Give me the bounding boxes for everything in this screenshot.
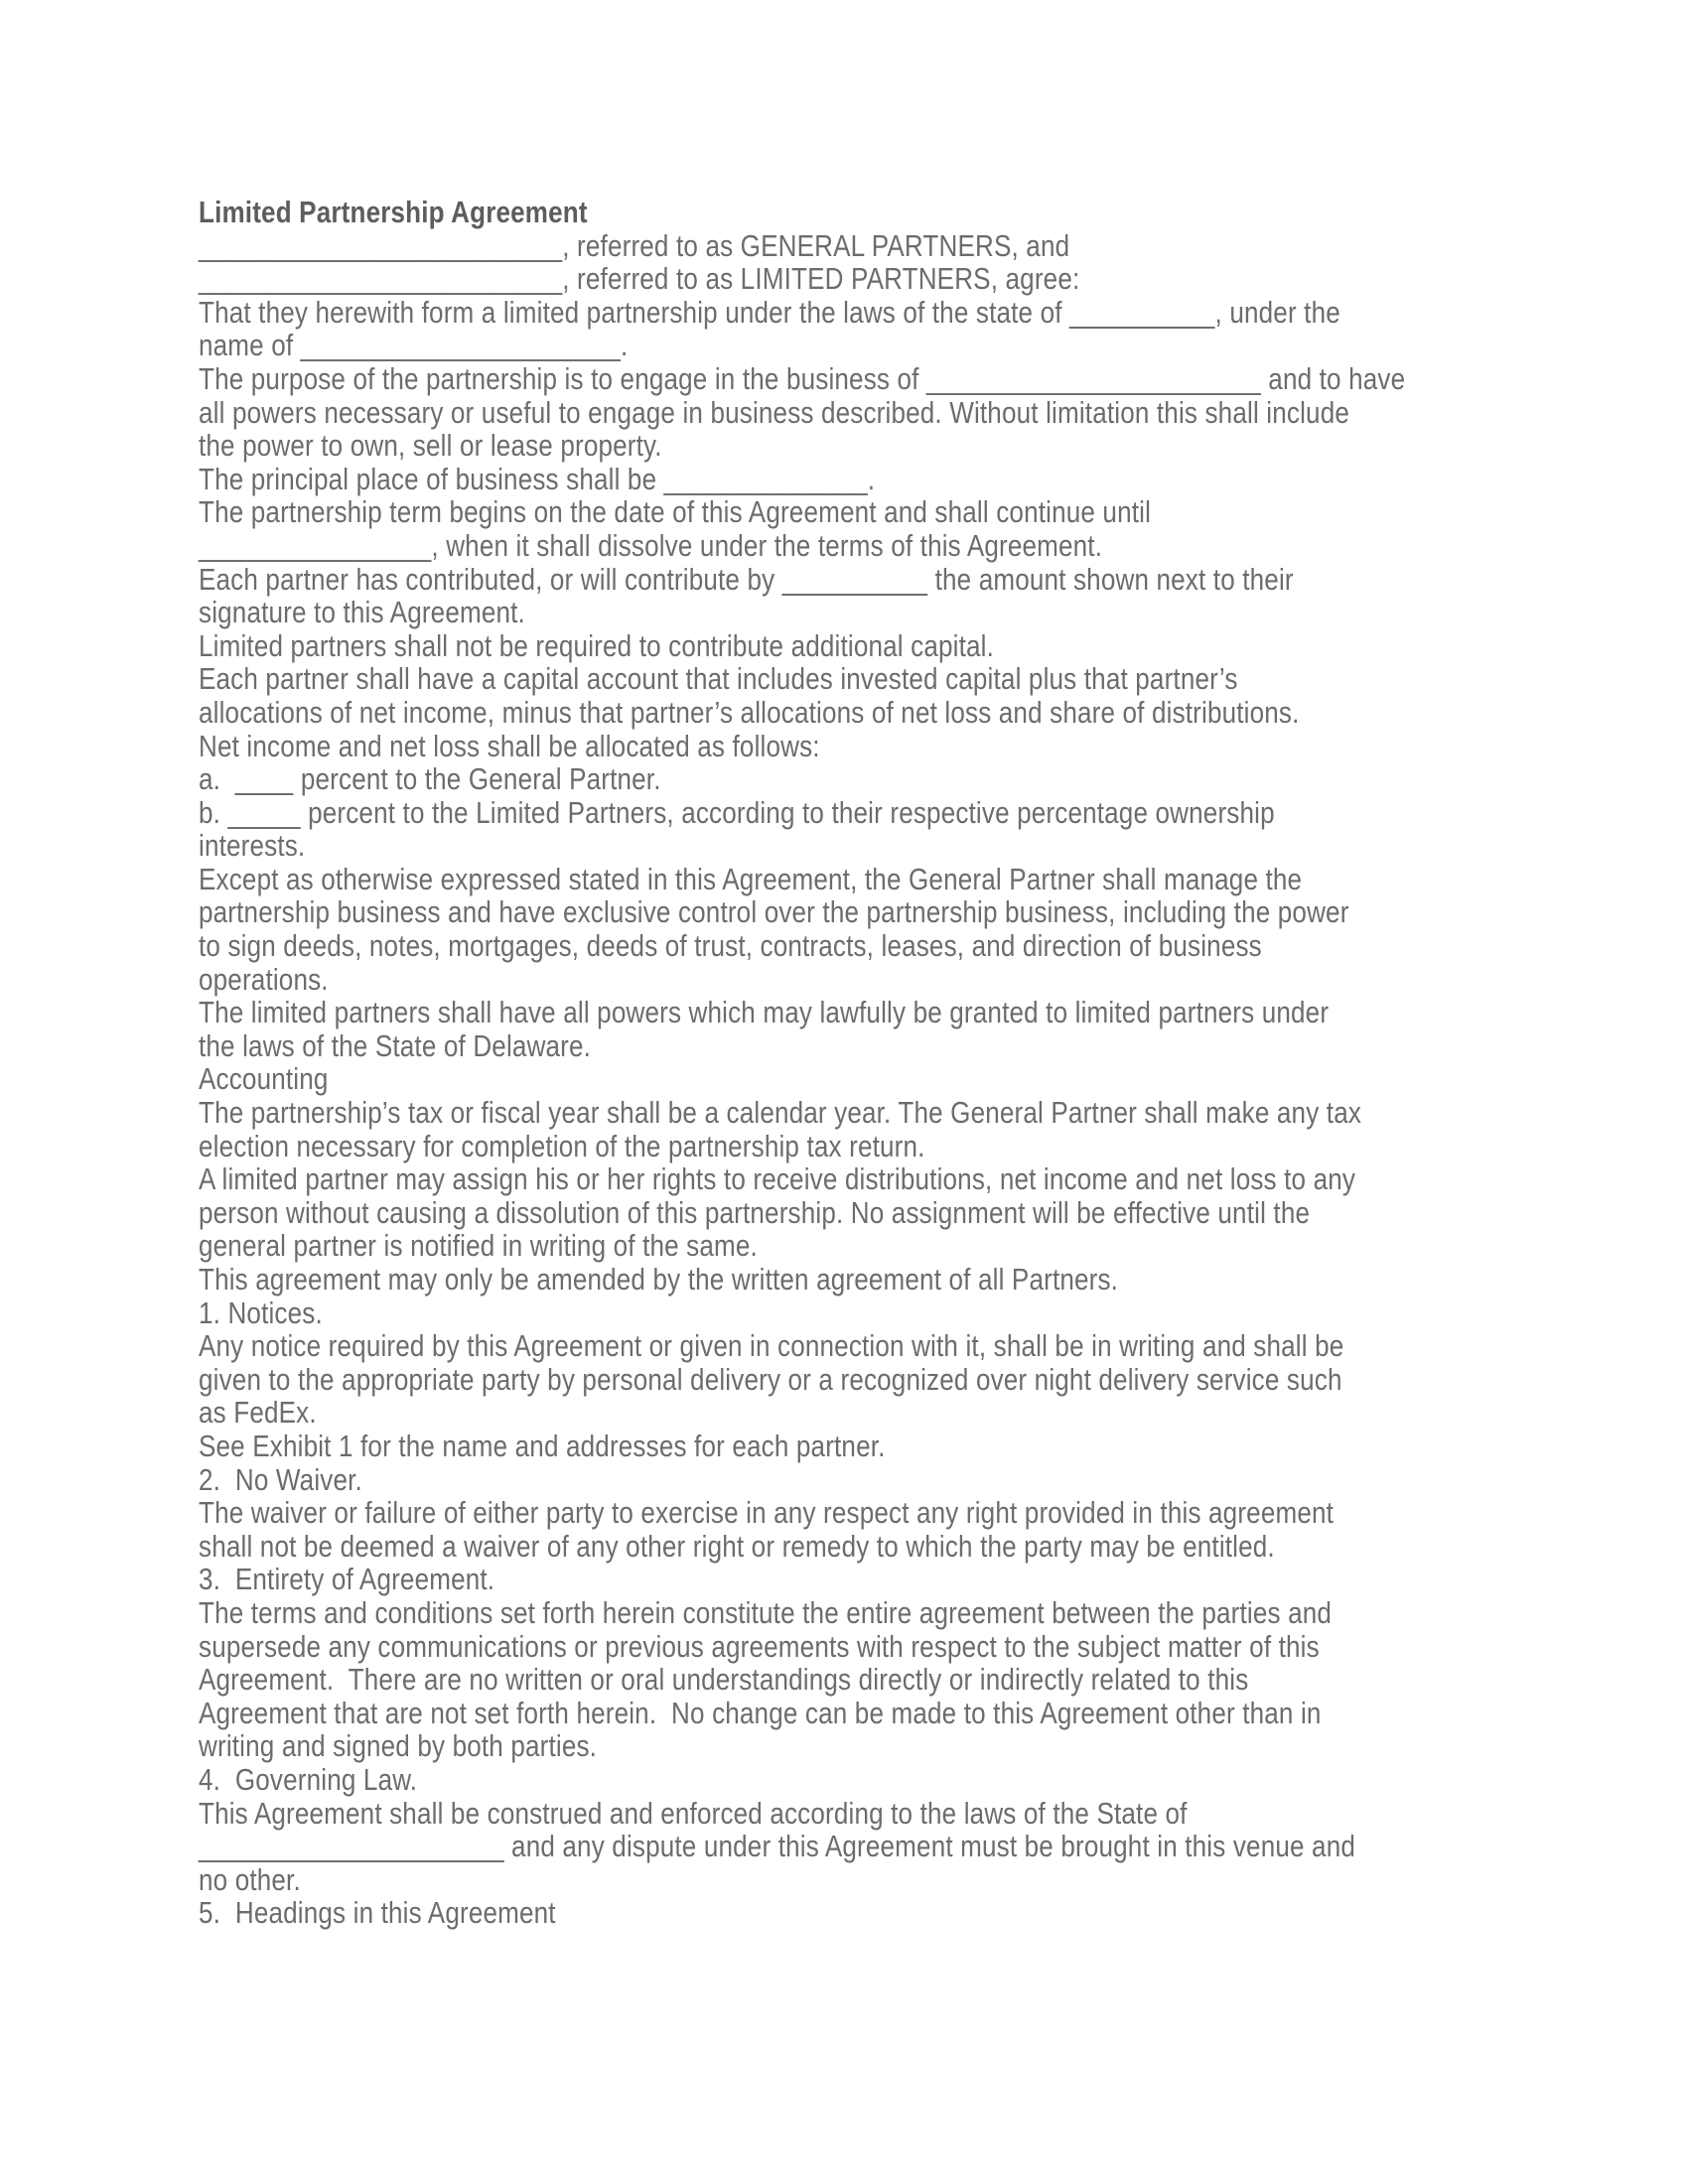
document-line: The terms and conditions set forth herein constitute the entire agreement between the parties and: [199, 1594, 1333, 1630]
document-line: supersede any communications or previous agreements with respect to the subject matter of this: [199, 1628, 1320, 1664]
document-line: Except as otherwise expressed stated in this Agreement, the General Partner shall manage the: [199, 861, 1303, 896]
document-line: Agreement that are not set forth herein. No change can be made to this Agreement other than in: [199, 1695, 1322, 1730]
document-line: b. _____ percent to the Limited Partners, according to their respective percentage ownership: [199, 794, 1275, 830]
document-line: election necessary for completion of the partnership tax return.: [199, 1128, 925, 1163]
document-line: ________________, when it shall dissolve under the terms of this Agreement.: [199, 527, 1103, 563]
document-line: general partner is notified in writing of the same.: [199, 1228, 758, 1264]
document-line: name of ______________________.: [199, 328, 629, 363]
document-line: a. ____ percent to the General Partner.: [199, 761, 661, 797]
document-line: The partnership’s tax or fiscal year shall be a calendar year. The General Partner shall make any tax: [199, 1095, 1362, 1131]
document-line: 5. Headings in this Agreement: [199, 1895, 556, 1931]
document-line: Limited partners shall not be required to contribute additional capital.: [199, 627, 995, 663]
document-line: the laws of the State of Delaware.: [199, 1027, 592, 1063]
document-title: Limited Partnership Agreement: [199, 195, 588, 229]
document-line: 2. No Waiver.: [199, 1461, 362, 1497]
document-line: Each partner has contributed, or will contribute by __________ the amount shown next to their: [199, 561, 1294, 597]
document-line: person without causing a dissolution of this partnership. No assignment will be effective until the: [199, 1194, 1311, 1230]
document-line: The waiver or failure of either party to exercise in any respect any right provided in this agreement: [199, 1495, 1335, 1531]
document-line: as FedEx.: [199, 1395, 317, 1431]
document-line: _____________________ and any dispute under this Agreement must be brought in this venue and: [199, 1829, 1356, 1864]
document-line: no other.: [199, 1861, 301, 1897]
document-line: partnership business and have exclusive control over the partnership business, including the power: [199, 894, 1349, 930]
document-line: Any notice required by this Agreement or given in connection with it, shall be in writing and shall be: [199, 1328, 1344, 1364]
agreement-text-block: [199, 196, 1475, 1930]
document-line: operations.: [199, 961, 329, 997]
document-line: the power to own, sell or lease property.: [199, 428, 662, 464]
document-line: _________________________, referred to as GENERAL PARTNERS, and: [199, 227, 1070, 263]
document-line: to sign deeds, notes, mortgages, deeds of trust, contracts, leases, and direction of business: [199, 928, 1262, 964]
document-line: See Exhibit 1 for the name and addresses for each partner.: [199, 1428, 886, 1463]
document-line: writing and signed by both parties.: [199, 1728, 598, 1764]
document-line: Accounting: [199, 1061, 329, 1097]
document-line: This agreement may only be amended by the written agreement of all Partners.: [199, 1262, 1119, 1297]
document-line: The partnership term begins on the date of this Agreement and shall continue until: [199, 494, 1152, 530]
document-line: signature to this Agreement.: [199, 595, 525, 630]
document-line: The limited partners shall have all powers which may lawfully be granted to limited partners under: [199, 995, 1330, 1030]
document-line: interests.: [199, 828, 306, 864]
document-lines: [199, 229, 1475, 1930]
document-line: A limited partner may assign his or her rights to receive distributions, net income and net loss to any: [199, 1161, 1356, 1197]
document-line: 1. Notices.: [199, 1295, 323, 1330]
document-line: 3. Entirety of Agreement.: [199, 1562, 495, 1597]
document-line: Net income and net loss shall be allocated as follows:: [199, 728, 820, 763]
document-line: shall not be deemed a waiver of any other right or remedy to which the party may be entitled.: [199, 1528, 1275, 1564]
document-line: allocations of net income, minus that partner’s allocations of net loss and share of distributions.: [199, 694, 1300, 730]
document-line: _________________________, referred to as LIMITED PARTNERS, agree:: [199, 261, 1080, 297]
document-line: This Agreement shall be construed and enforced according to the laws of the State of: [199, 1795, 1188, 1831]
document-line: Agreement. There are no written or oral understandings directly or indirectly related to this: [199, 1662, 1249, 1698]
document-line: all powers necessary or useful to engage in business described. Without limitation this shall include: [199, 394, 1349, 430]
document-line: given to the appropriate party by personal delivery or a recognized over night delivery service such: [199, 1361, 1342, 1397]
document-line: That they herewith form a limited partnership under the laws of the state of __________, under the: [199, 294, 1340, 330]
document-line: The principal place of business shall be ______________.: [199, 461, 876, 496]
document-line: 4. Governing Law.: [199, 1761, 418, 1797]
document-line: The purpose of the partnership is to engage in the business of _______________________ and to have: [199, 360, 1406, 396]
document-line: Each partner shall have a capital account that includes invested capital plus that partner’s: [199, 661, 1238, 697]
